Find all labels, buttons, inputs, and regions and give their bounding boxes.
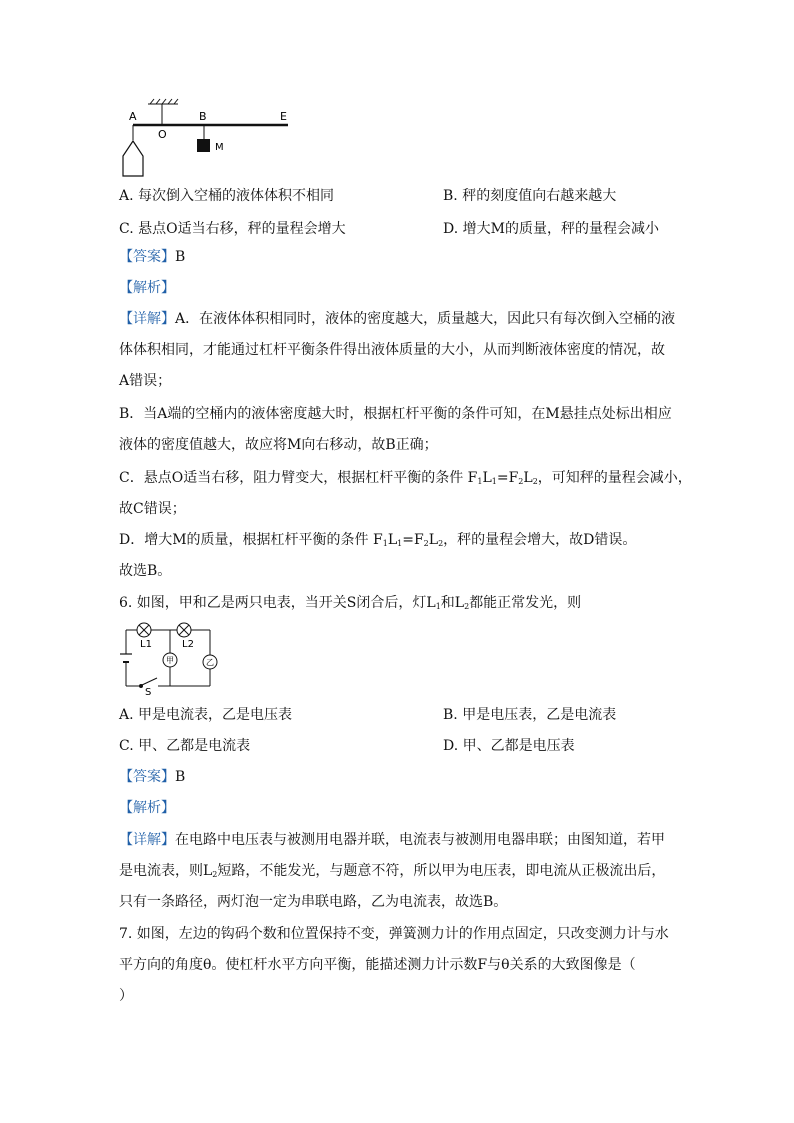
q5-detail-d [119, 530, 636, 554]
q6-option-c: C. 甲、乙都是电流表 [119, 738, 251, 754]
label-l1: L1 [140, 639, 152, 650]
label-m: M [215, 142, 224, 153]
q7-stem-line1: 7. 如图，左边的钩码个数和位置保持不变，弹簧测力计的作用点固定，只改变测力计与水 [119, 926, 669, 942]
q6-answer [119, 767, 185, 787]
q6-stem [119, 593, 581, 617]
q6-option-d: D. 甲、乙都是电压表 [443, 738, 575, 754]
formula-sub: 2 [423, 539, 429, 548]
circuit-figure [118, 618, 218, 696]
q5-answer [119, 247, 185, 267]
answer-value: B [175, 249, 186, 265]
label-switch: S [145, 687, 152, 696]
detail-text: ，可知秤的量程会减小， [537, 470, 692, 486]
formula-sub: 2 [532, 477, 538, 486]
q5-analysis-heading [119, 278, 175, 298]
q5-detail-a-line2: 体体积相同，才能通过杠杆平衡条件得出液体质量的大小，从而判断液体密度的情况，故 [119, 342, 665, 358]
stem-text: 和L [440, 595, 465, 611]
detail-text: 是电流表，则L [119, 863, 213, 879]
q5-detail-a-line1 [119, 309, 675, 329]
formula-sub: 1 [477, 477, 483, 486]
q5-option-b: B. 秤的刻度值向右越来越大 [443, 188, 617, 204]
stem-sub: 1 [435, 602, 441, 611]
formula-sub: 1 [397, 539, 403, 548]
formula-part: L [387, 532, 398, 548]
stem-sub: 2 [464, 602, 470, 611]
detail-sub: 2 [212, 870, 218, 879]
q6-option-b: B. 甲是电压表，乙是电流表 [443, 707, 617, 723]
weight-m-block [197, 139, 210, 152]
answer-tag: 【答案】 [119, 249, 175, 265]
stem-text: 6. 如图，甲和乙是两只电表，当开关S闭合后，灯L [119, 595, 436, 611]
q5-detail-a-line3: A错误； [119, 373, 172, 389]
q6-option-a: A. 甲是电流表，乙是电压表 [119, 707, 293, 723]
meter-jia-label: 甲 [166, 656, 174, 665]
q7-stem-line2: 平方向的角度θ。使杠杆水平方向平衡，能描述测力计示数F与θ关系的大致图像是（ [119, 957, 636, 973]
formula-sub: 1 [382, 539, 388, 548]
answer-value: B [175, 769, 186, 785]
q5-detail-b-line1: B．当A端的空桶内的液体密度越大时，根据杠杆平衡的条件可知，在M悬挂点处标出相应 [119, 406, 672, 422]
formula-sub: 1 [491, 477, 497, 486]
detail-text: ，秤的量程会增大，故D错误。 [443, 532, 637, 548]
lever-formula [468, 470, 538, 486]
q5-detail-c-line2: 故C错误； [119, 501, 186, 517]
q6-detail-line2 [119, 861, 665, 885]
analysis-tag: 【解析】 [119, 280, 175, 296]
formula-part: F [373, 532, 383, 548]
formula-part: =F [402, 532, 424, 548]
answer-tag: 【答案】 [119, 769, 175, 785]
formula-part: L [428, 532, 439, 548]
ceiling-hatch [148, 99, 178, 104]
q6-detail-line3: 只有一条路径，两灯泡一定为串联电路，乙为电流表，故选B。 [119, 894, 508, 910]
label-o: O [158, 128, 167, 141]
stem-text: 都能正常发光，则 [469, 595, 582, 611]
battery-symbol [120, 654, 132, 662]
empty-bucket [123, 141, 143, 176]
analysis-tag: 【解析】 [119, 800, 175, 816]
lamp-l2-icon [177, 623, 191, 637]
formula-sub: 2 [518, 477, 524, 486]
detail-text: C．悬点O适当右移，阻力臂变大，根据杠杆平衡的条件 [119, 470, 468, 486]
label-l2: L2 [182, 639, 194, 650]
label-a: A [129, 110, 137, 123]
detail-text: D．增大M的质量，根据杠杆平衡的条件 [119, 532, 374, 548]
label-b: B [199, 110, 207, 123]
formula-part: =F [496, 470, 519, 486]
formula-part: L [523, 470, 533, 486]
q5-option-a: A. 每次倒入空桶的液体体积不相同 [119, 188, 335, 204]
lever-scale-figure [118, 98, 298, 180]
q5-option-c: C. 悬点O适当右移，秤的量程会增大 [119, 221, 346, 237]
q6-analysis-heading [119, 798, 175, 818]
q6-detail-line1 [119, 830, 665, 850]
detail-text: 短路，不能发光，与题意不符，所以甲为电压表，即电流从正极流出后， [217, 863, 666, 879]
q5-detail-c-line1 [119, 468, 692, 492]
lever-formula [373, 532, 443, 548]
meter-yi-label: 乙 [206, 658, 214, 667]
q5-conclusion: 故选B。 [119, 563, 172, 579]
formula-part: L [482, 470, 492, 486]
detail-text: 在电路中电压表与被测用电器并联，电流表与被测用电器串联；由图知道，若甲 [175, 832, 665, 848]
formula-sub: 2 [438, 539, 444, 548]
lamp-l1-icon [137, 623, 151, 637]
detail-tag: 【详解】 [119, 311, 175, 327]
label-e: E [280, 110, 287, 123]
q5-option-d: D. 增大M的质量，秤的量程会减小 [443, 221, 659, 237]
q7-stem-line3: ） [119, 988, 133, 1004]
detail-text: A．在液体体积相同时，液体的密度越大，质量越大，因此只有每次倒入空桶的液 [175, 311, 676, 327]
formula-part: F [467, 470, 478, 486]
detail-tag: 【详解】 [119, 832, 175, 848]
q5-detail-b-line2: 液体的密度值越大，故应将M向右移动，故B正确； [119, 437, 438, 453]
